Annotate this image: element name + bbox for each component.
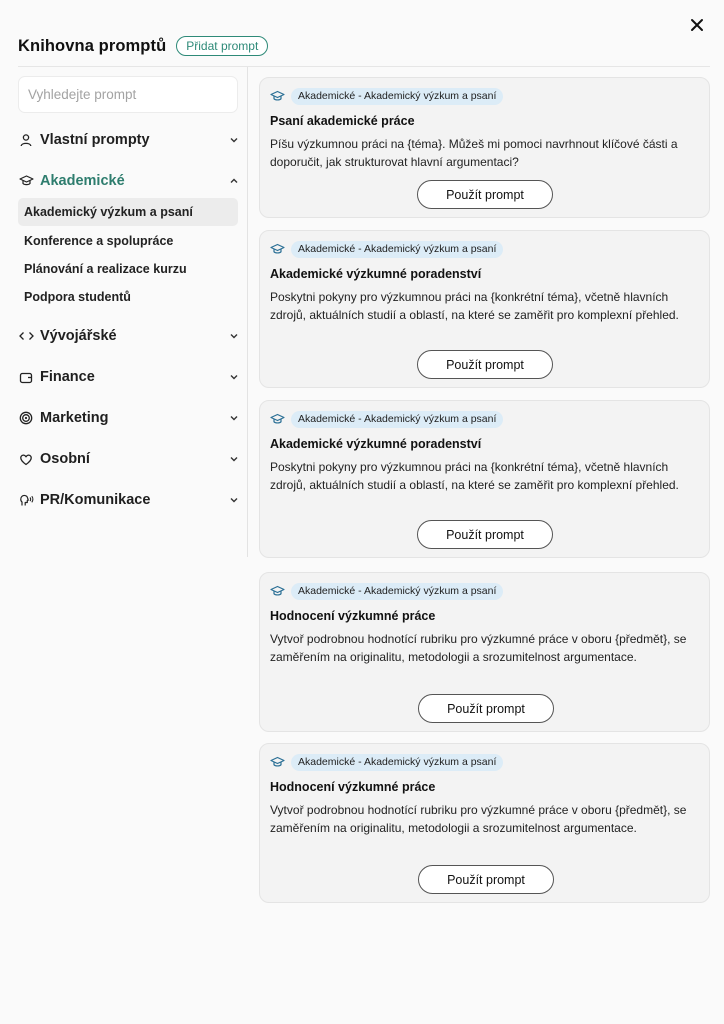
close-button[interactable] — [686, 14, 708, 36]
category-label: Marketing — [40, 410, 109, 426]
use-prompt-button[interactable]: Použít prompt — [417, 520, 553, 549]
user-icon — [18, 132, 34, 148]
category-tag: Akademické - Akademický výzkum a psaní — [291, 88, 503, 105]
prompt-text: Poskytni pokyny pro výzkumnou práci na {konkrétní téma}, včetně hlavních zdrojů, aktuálních studií a oblastí, na které se zaměřit pro komplexní přehled. — [270, 460, 679, 492]
graduation-cap-icon — [270, 90, 285, 103]
speaking-head-icon — [18, 492, 34, 508]
prompt-title: Psaní akademické práce — [270, 114, 415, 128]
category-label: Vlastní prompty — [40, 132, 150, 148]
tag-row — [270, 411, 503, 428]
prompt-title: Akademické výzkumné poradenství — [270, 437, 482, 451]
add-prompt-button[interactable]: Přidat prompt — [176, 36, 268, 56]
prompt-text: Poskytni pokyny pro výzkumnou práci na {konkrétní téma}, včetně hlavních zdrojů, aktuálních studií a oblastí, na které se zaměřit pro komplexní přehled. — [270, 290, 679, 322]
category-label: Vývojářské — [40, 328, 117, 344]
category-label: Akademické — [40, 173, 125, 189]
chevron-down-icon — [228, 330, 240, 342]
tag-row — [270, 754, 503, 771]
category-tag: Akademické - Akademický výzkum a psaní — [291, 411, 503, 428]
sidebar — [0, 67, 248, 557]
category-vlastni-prompty[interactable] — [18, 128, 240, 152]
category-finance[interactable] — [18, 365, 240, 389]
category-tag: Akademické - Akademický výzkum a psaní — [291, 241, 503, 258]
subcategory-podpora-studentu[interactable]: Podpora studentů — [24, 290, 131, 304]
wallet-icon — [18, 369, 34, 385]
subcategory-akademicky-vyzkum[interactable]: Akademický výzkum a psaní — [18, 198, 238, 226]
prompt-text: Vytvoř podrobnou hodnotící rubriku pro výzkumné práce v oboru {předmět}, se zaměřením na originalitu, metodologii a srozumitelnost argumentace. — [270, 632, 687, 664]
prompt-title: Hodnocení výzkumné práce — [270, 780, 436, 794]
category-label: Osobní — [40, 451, 90, 467]
subcategory-planovani-kurzu[interactable]: Plánování a realizace kurzu — [24, 262, 187, 276]
subcategory-konference[interactable]: Konference a spolupráce — [24, 234, 174, 248]
graduation-cap-icon — [270, 756, 285, 769]
category-tag: Akademické - Akademický výzkum a psaní — [291, 754, 503, 771]
chevron-down-icon — [228, 412, 240, 424]
chevron-up-icon — [228, 175, 240, 187]
category-label: PR/Komunikace — [40, 492, 151, 508]
tag-row — [270, 241, 503, 258]
graduation-cap-icon — [18, 173, 34, 189]
search-input[interactable] — [18, 76, 238, 113]
category-pr-komunikace[interactable] — [18, 488, 240, 512]
page-title: Knihovna promptů — [18, 36, 167, 55]
target-icon — [18, 410, 34, 426]
graduation-cap-icon — [270, 413, 285, 426]
prompt-title: Akademické výzkumné poradenství — [270, 267, 482, 281]
prompt-text: Píšu výzkumnou práci na {téma}. Můžeš mi pomoci navrhnout klíčové části a doporučit, jak strukturovat hlavní argumentaci? — [270, 137, 678, 169]
close-icon — [690, 18, 704, 32]
use-prompt-button[interactable]: Použít prompt — [418, 694, 554, 723]
category-vyvojarske[interactable] — [18, 324, 240, 348]
graduation-cap-icon — [270, 585, 285, 598]
prompt-card — [259, 77, 710, 218]
category-marketing[interactable] — [18, 406, 240, 430]
prompt-card — [259, 743, 710, 903]
prompt-card — [259, 572, 710, 732]
category-osobni[interactable] — [18, 447, 240, 471]
chevron-down-icon — [228, 494, 240, 506]
prompt-title: Hodnocení výzkumné práce — [270, 609, 436, 623]
use-prompt-button[interactable]: Použít prompt — [418, 865, 554, 894]
use-prompt-button[interactable]: Použít prompt — [417, 180, 553, 209]
code-icon — [18, 328, 34, 344]
chevron-down-icon — [228, 134, 240, 146]
use-prompt-button[interactable]: Použít prompt — [417, 350, 553, 379]
category-tag: Akademické - Akademický výzkum a psaní — [291, 583, 503, 600]
heart-icon — [18, 451, 34, 467]
chevron-down-icon — [228, 453, 240, 465]
graduation-cap-icon — [270, 243, 285, 256]
prompt-card — [259, 230, 710, 388]
prompt-card — [259, 400, 710, 558]
chevron-down-icon — [228, 371, 240, 383]
modal-header — [18, 36, 268, 56]
tag-row — [270, 583, 503, 600]
tag-row — [270, 88, 503, 105]
category-akademicke[interactable] — [18, 169, 240, 193]
prompt-text: Vytvoř podrobnou hodnotící rubriku pro výzkumné práce v oboru {předmět}, se zaměřením na originalitu, metodologii a srozumitelnost argumentace. — [270, 803, 687, 835]
category-label: Finance — [40, 369, 95, 385]
